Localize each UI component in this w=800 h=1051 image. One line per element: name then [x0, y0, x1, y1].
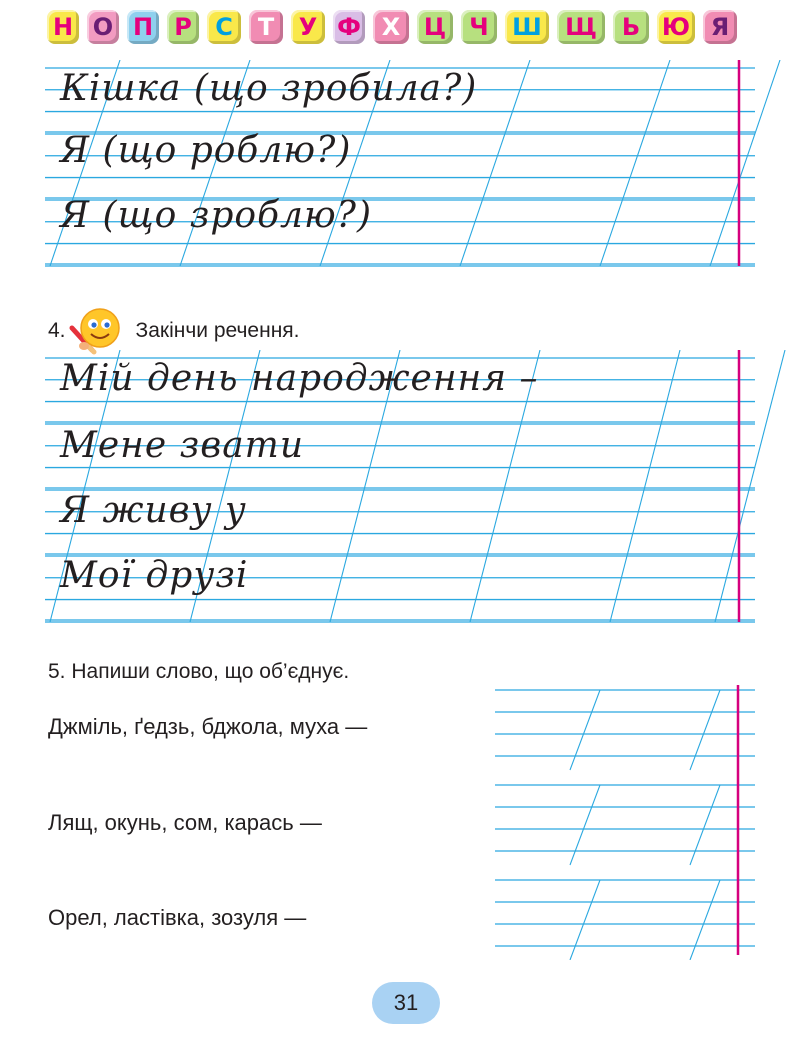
task-5-item: Орел, ластівка, зозуля — [48, 905, 307, 930]
alphabet-letter: Ш [505, 10, 549, 44]
alphabet-strip [0, 0, 800, 60]
task-5-item: Джміль, ґедзь, бджола, муха — [48, 714, 368, 739]
handwritten-line: Кішка (що зробила?) [60, 68, 478, 109]
slant-line [710, 60, 780, 266]
slant-line [610, 350, 680, 622]
alphabet-letter: Н [47, 10, 79, 44]
page-number-text: 31 [393, 990, 419, 1015]
slant-line [570, 690, 600, 770]
alphabet-letter: Я [703, 10, 737, 44]
lined-block-task5 [0, 680, 800, 960]
slant-line [570, 785, 600, 865]
smiley-pencil-icon [66, 306, 122, 356]
task-5-item: Лящ, окунь, сом, карась — [48, 810, 322, 835]
alphabet-letter: Щ [557, 10, 605, 44]
page-number [372, 982, 440, 1024]
handwritten-line: Мої друзі [60, 555, 249, 596]
handwritten-line: Я живу у [60, 490, 247, 531]
alphabet-letter: Т [249, 10, 283, 44]
task-4-heading [48, 306, 300, 356]
slant-line [715, 350, 785, 622]
slant-line [570, 880, 600, 960]
task-number: 4. [48, 319, 66, 342]
slant-line [690, 785, 720, 865]
alphabet-letter: Ц [417, 10, 453, 44]
handwritten-line: Я (що роблю?) [60, 130, 352, 171]
alphabet-letter: У [291, 10, 325, 44]
alphabet-letter: С [207, 10, 241, 44]
alphabet-letter: Ч [461, 10, 497, 44]
task-number: 5. [48, 660, 66, 683]
handwritten-line: Я (що зроблю?) [60, 195, 373, 236]
slant-line [600, 60, 670, 266]
handwritten-line: Мене звати [60, 425, 304, 466]
alphabet-letter: Ь [613, 10, 649, 44]
handwritten-line: Мій день народження – [60, 358, 539, 399]
alphabet-letter: Ю [657, 10, 695, 44]
task-4-instruction: Закінчи речення. [135, 319, 300, 342]
alphabet-letter: П [127, 10, 159, 44]
slant-line [690, 880, 720, 960]
alphabet-letter: О [87, 10, 119, 44]
alphabet-letter: Х [373, 10, 409, 44]
slant-line [690, 690, 720, 770]
task-5-instruction: Напиши слово, що об’єднує. [71, 660, 350, 683]
alphabet-letter: Ф [333, 10, 365, 44]
alphabet-letter: Р [167, 10, 199, 44]
